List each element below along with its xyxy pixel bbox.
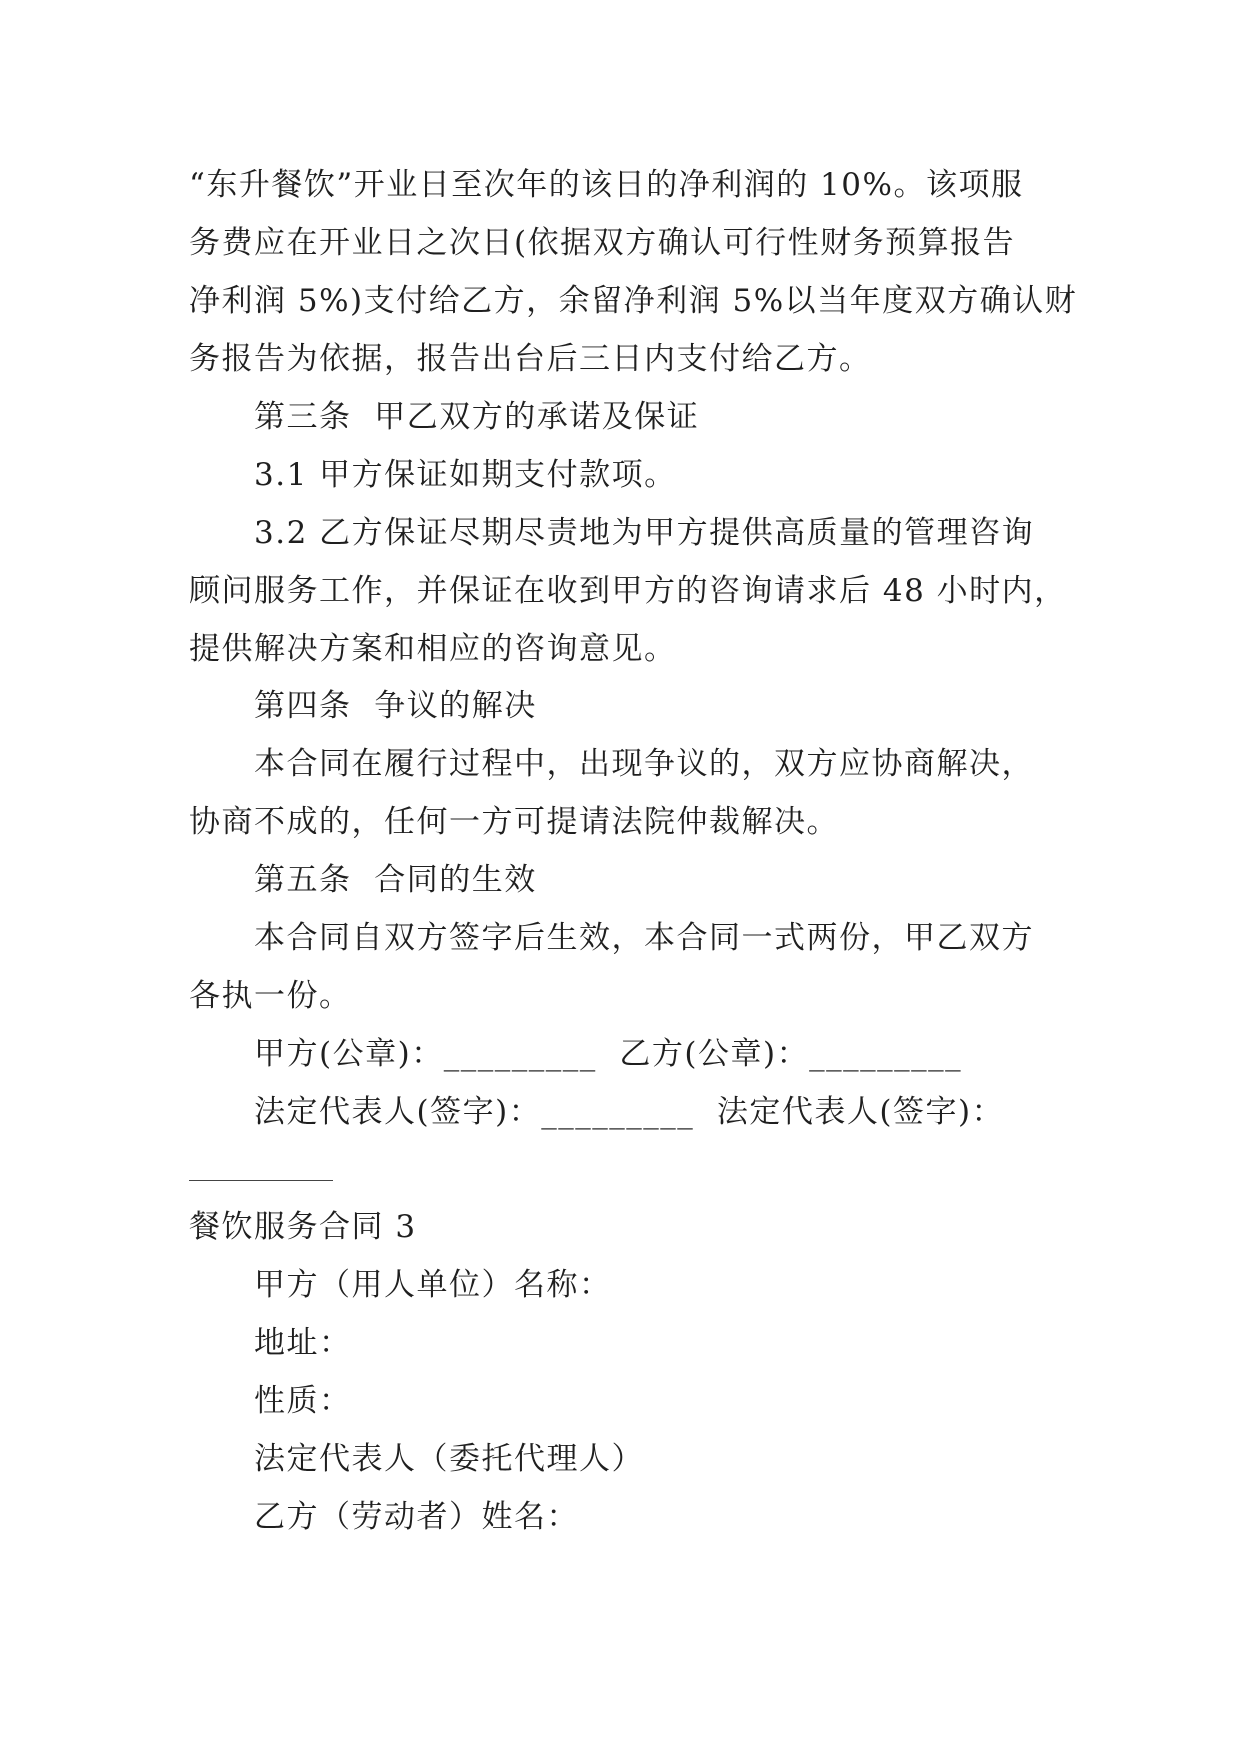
paragraph-line: 净利润 5%)支付给乙方，余留净利润 5%以当年度双方确认财 [189, 283, 1078, 319]
section-4-body-line: 本合同在履行过程中，出现争议的，双方应协商解决， [254, 746, 1034, 782]
section-5-body-line: 各执一份。 [189, 978, 352, 1014]
section-4-body-line: 协商不成的，任何一方可提请法院仲裁解决。 [189, 804, 839, 840]
contract-3-field: 甲方（用人单位）名称： [254, 1267, 612, 1303]
section-heading-3: 第三条 甲乙双方的承诺及保证 [254, 399, 700, 435]
contract-3-field: 地址： [254, 1325, 352, 1361]
signature-blank-underline [189, 1180, 333, 1181]
contract-3-field: 乙方（劳动者）姓名： [254, 1499, 579, 1535]
contract-3-field: 法定代表人（委托代理人） [254, 1441, 644, 1477]
clause-3-2-line: 顾问服务工作，并保证在收到甲方的咨询请求后 48 小时内， [189, 573, 1067, 609]
section-5-body-line: 本合同自双方签字后生效，本合同一式两份，甲乙双方 [254, 920, 1034, 956]
paragraph-line: 务费应在开业日之次日(依据双方确认可行性财务预算报告 [189, 225, 1016, 261]
clause-3-2-line: 提供解决方案和相应的咨询意见。 [189, 631, 677, 667]
clause-3-2-line: 3.2 乙方保证尽期尽责地为甲方提供高质量的管理咨询 [254, 515, 1035, 551]
paragraph-line: “东升餐饮”开业日至次年的该日的净利润的 10%。该项服 [189, 167, 1024, 203]
section-heading-5: 第五条 合同的生效 [254, 862, 537, 898]
section-heading-4: 第四条 争议的解决 [254, 688, 537, 724]
paragraph-line: 务报告为依据，报告出台后三日内支付给乙方。 [189, 341, 872, 377]
contract-3-field: 性质： [254, 1383, 352, 1419]
signature-line-representative: 法定代表人(签字)：_________ 法定代表人(签字)： [254, 1094, 1005, 1130]
signature-line-seal: 甲方(公章)：_________ 乙方(公章)：_________ [254, 1036, 963, 1072]
clause-3-1: 3.1 甲方保证如期支付款项。 [254, 457, 677, 493]
contract-3-title: 餐饮服务合同 3 [189, 1209, 417, 1245]
